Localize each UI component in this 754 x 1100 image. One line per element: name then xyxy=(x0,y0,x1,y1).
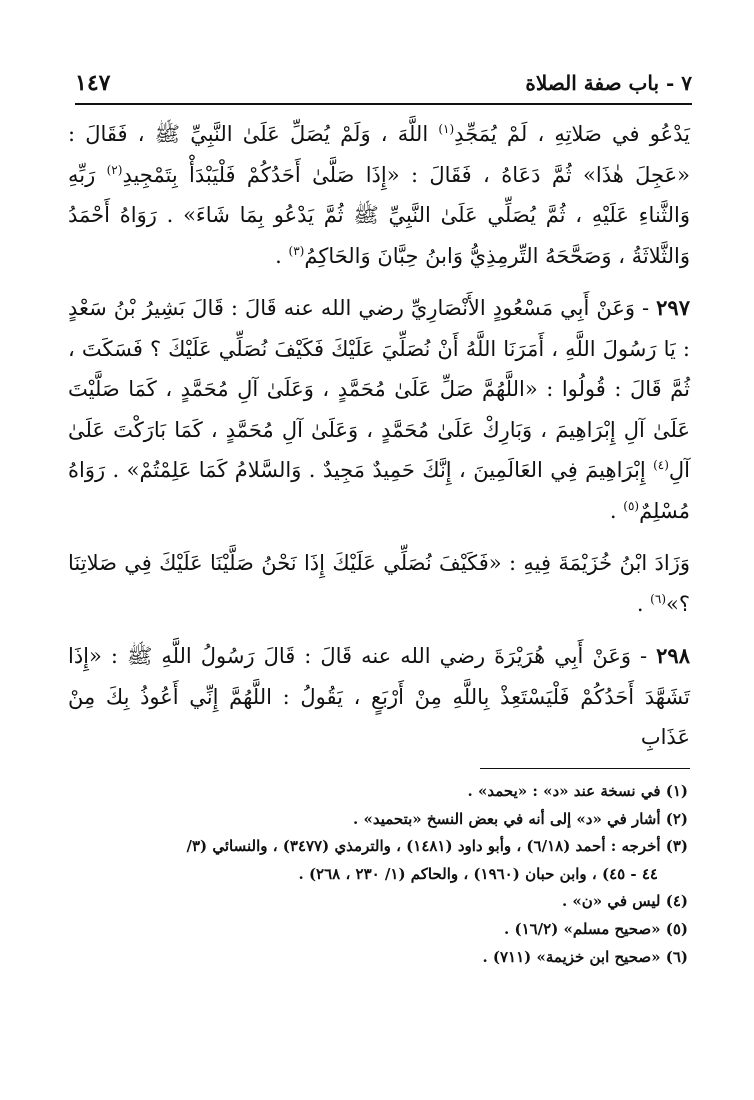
footnote-4: (٤) ليس في «ن» . xyxy=(561,892,688,911)
footnote-marker[interactable]: (٥) xyxy=(623,498,640,513)
text-run: رَبِّهِ وَالثَّناءِ عَلَيْهِ ، ثُمَّ يُصَلِّي عَلَىٰ النَّبِيِّ ﷺ ثُمَّ يَدْعُو بِمَا شَاءَ» . رَوَاهُ أَحْمَدُ وَالثَّلاثَةُ ، وَصَحَّحَهُ التِّرمِذِيُّ وَابنُ حِبَّانَ وَالحَاكِمُ xyxy=(68,162,690,268)
text-run: - وَعَنْ أَبِي هُرَيْرَةَ رضي الله عنه قَالَ : قَالَ رَسُولُ اللَّهِ ﷺ : «إِذَا تَشَهَّدَ أَحَدُكُمْ فَلْيَسْتَعِذْ بِاللَّهِ مِنْ أَرْبَعٍ ، يَقُولُ : اللَّهُمَّ إِنِّي أَعُوذُ بِكَ مِنْ عَذَابِ xyxy=(68,644,690,749)
text-run: - وَعَنْ أَبِي مَسْعُودٍ الأَنْصَارِيِّ رضي الله عنه قَالَ : قَالَ بَشِيرُ بْنُ سَعْدٍ : يَا رَسُولَ اللَّهِ ، أَمَرَنَا اللَّهُ أَنْ نُصَلِّيَ عَلَيْكَ فَكَيْفَ نُصَلِّي عَلَيْكَ ؟ فَسَكَتَ ، ثُمَّ قَالَ : قُولُوا : «اللَّهُمَّ صَلِّ عَلَىٰ مُحَمَّدٍ ، وَعَلَىٰ آلِ مُحَمَّدٍ ، كَمَا صَلَّيْتَ عَلَىٰ آلِ إِبْرَاهِيمَ ، وَبَارِكْ عَلَىٰ مُحَمَّدٍ ، وَعَلَىٰ آلِ مُحَمَّدٍ ، كَمَا بَارَكْتَ عَلَىٰ آلِ xyxy=(68,296,690,482)
footnote-1: (١) في نسخة عند «د» : «يحمد» . xyxy=(467,782,688,800)
footnote-marker[interactable]: (١) xyxy=(438,122,455,136)
header-divider xyxy=(75,103,692,105)
paragraph-1 xyxy=(68,114,690,276)
footnote-2: (٢) أشار في «د» إلى أنه في بعض النسخ «بتحميد» . xyxy=(353,809,688,828)
footnote-3-continued: ٤٤ - ٤٥) ، وابن حبان (١٩٦٠) ، والحاكم (١/ ٢٣٠ ، ٢٦٨) . xyxy=(298,864,658,883)
hadith-297 xyxy=(68,288,690,531)
text-run: . xyxy=(636,591,651,616)
text-run: وَزَادَ ابْنُ خُزَيْمَةَ فِيهِ : «فَكَيْفَ نُصَلِّي عَلَيْكَ إِذَا نَحْنُ صَلَّيْنَا عَلَيْكَ فِي صَلاتِنَا ؟» xyxy=(68,551,690,616)
paragraph-addition xyxy=(68,543,690,624)
main-text xyxy=(68,114,690,758)
footnote-marker[interactable]: (٦) xyxy=(650,591,666,606)
footnote-marker[interactable]: (٤) xyxy=(653,458,669,472)
text-run: إِبْرَاهِيمَ فِي العَالَمِينَ ، إِنَّكَ حَمِيدٌ مَجِيدٌ . وَالسَّلامُ كَمَا عَلِمْتُمْ» . رَوَاهُ مُسْلِمٌ xyxy=(68,458,690,523)
hadith-number: ٢٩٨ xyxy=(656,643,690,668)
text-run: . xyxy=(275,243,289,268)
page-header xyxy=(75,66,692,100)
footnote-divider xyxy=(480,768,690,769)
footnote-marker[interactable]: (٣) xyxy=(288,243,305,258)
text-run: يَدْعُو في صَلاتِهِ ، لَمْ يُمَجِّدِ xyxy=(454,122,690,146)
footnote-5: (٥) «صحيح مسلم» (١٦/٢) . xyxy=(504,919,688,938)
chapter-title: ٧ - باب صفة الصلاة xyxy=(525,71,692,95)
hadith-number: ٢٩٧ xyxy=(656,295,690,320)
footnote-marker[interactable]: (٢) xyxy=(106,162,123,177)
footnote-6: (٦) «صحيح ابن خزيمة» (٧١١) . xyxy=(482,947,688,966)
text-run: اللَّهَ ، وَلَمْ يُصَلِّ عَلَىٰ النَّبِيِّ ﷺ ، فَقَالَ : «عَجِلَ هٰذَا» ثُمَّ دَعَاهُ ، فَقَالَ : «إِذَا صَلَّىٰ أَحَدُكُمْ فَلْيَبْدَأْ بِتَمْجِيدِ xyxy=(68,122,690,187)
page-number: ١٤٧ xyxy=(75,70,111,96)
text-run: . xyxy=(609,498,624,523)
footnote-3: (٣) أخرجه : أحمد (٦/١٨) ، وأبو داود (١٤٨١) ، والترمذي (٣٤٧٧) ، والنسائي (٣/ xyxy=(186,837,688,856)
hadith-298 xyxy=(68,636,690,758)
footnotes xyxy=(68,778,688,971)
